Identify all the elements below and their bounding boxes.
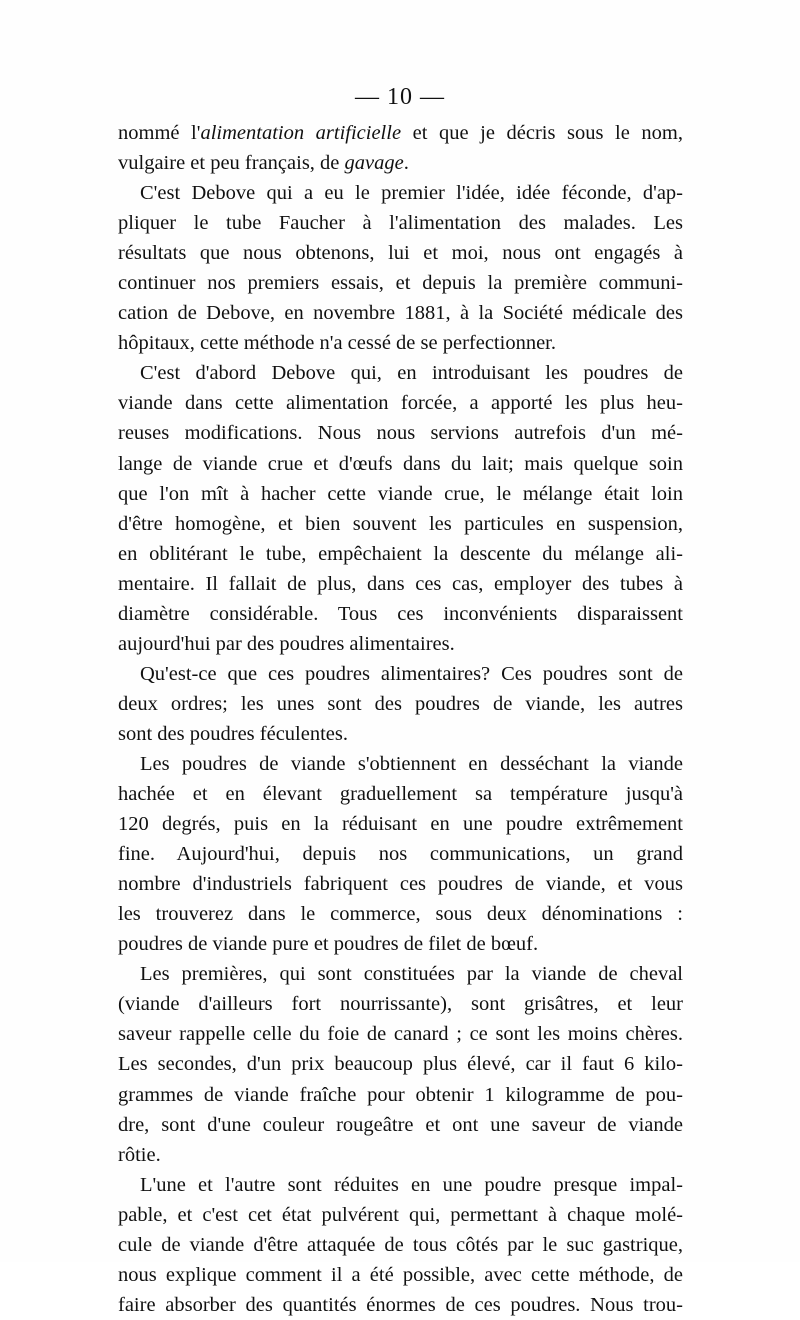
paragraph-first-line: C'est Debove qui a eu le premier l'idée, idée féconde, d'ap- — [140, 182, 683, 205]
paragraph-first-line: Les premières, qui sont constituées par la viande de cheval — [140, 963, 683, 986]
text-line: mentaire. Il fallait de plus, dans ces cas, employer des tubes à — [118, 572, 683, 595]
text-line: Les secondes, d'un prix beaucoup plus élevé, car il faut 6 kilo- — [118, 1053, 683, 1076]
text-line: les trouverez dans le commerce, sous deux dénominations : — [118, 903, 683, 926]
text-line: sont des poudres féculentes. — [118, 722, 348, 745]
paragraph-first-line: Les poudres de viande s'obtiennent en desséchant la viande — [140, 752, 683, 775]
text-line: 120 degrés, puis en la réduisant en une poudre extrêmement — [118, 813, 683, 836]
text-line: pliquer le tube Faucher à l'alimentation des malades. Les — [118, 212, 683, 235]
page-number: — 10 — — [355, 84, 445, 110]
body-text — [118, 118, 683, 1320]
text-line: saveur rappelle celle du foie de canard ; ce sont les moins chères. — [118, 1023, 683, 1046]
text-line: nombre d'industriels fabriquent ces poudres de viande, et vous — [118, 873, 683, 896]
text-line: grammes de viande fraîche pour obtenir 1 kilogramme de pou- — [118, 1083, 683, 1106]
text-line: viande dans cette alimentation forcée, a apporté les plus heu- — [118, 392, 683, 415]
text-line: poudres de viande pure et poudres de filet de bœuf. — [118, 933, 539, 956]
paragraph-first-line: C'est d'abord Debove qui, en introduisant les poudres de — [140, 362, 683, 385]
text-line: résultats que nous obtenons, lui et moi, nous ont engagés à — [118, 242, 683, 265]
text-line: faire absorber des quantités énormes de ces poudres. Nous trou- — [118, 1293, 683, 1316]
text-line: d'être homogène, et bien souvent les particules en suspension, — [118, 512, 683, 535]
text-line: deux ordres; les unes sont des poudres de viande, les autres — [118, 692, 683, 715]
text-line: aujourd'hui par des poudres alimentaires. — [118, 632, 455, 655]
text-line: vulgaire et peu français, de gavage. — [118, 152, 409, 175]
text-line: nommé l'alimentation artificielle et que je décris sous le nom, — [118, 122, 683, 144]
text-line: cule de viande d'être attaquée de tous côtés par le suc gastrique, — [118, 1233, 683, 1256]
text-line: diamètre considérable. Tous ces inconvénients disparaissent — [118, 602, 683, 625]
paragraph-first-line: Qu'est-ce que ces poudres alimentaires? Ces poudres sont de — [140, 662, 683, 685]
text-line: continuer nos premiers essais, et depuis la première communi- — [118, 272, 683, 295]
text-line: que l'on mît à hacher cette viande crue, le mélange était loin — [118, 482, 683, 505]
text-line: lange de viande crue et d'œufs dans du lait; mais quelque soin — [118, 452, 683, 475]
text-line: rôtie. — [118, 1143, 161, 1166]
italic-term: alimentation artificielle — [200, 122, 402, 144]
text-line: pable, et c'est cet état pulvérent qui, permettant à chaque molé- — [118, 1203, 683, 1226]
italic-term: gavage — [344, 152, 404, 175]
text-line: hachée et en élevant graduellement sa température jusqu'à — [118, 783, 683, 806]
text-line: nous explique comment il a été possible, avec cette méthode, de — [118, 1263, 683, 1286]
text-line: cation de Debove, en novembre 1881, à la Société médicale des — [118, 302, 683, 325]
text-line: hôpitaux, cette méthode n'a cessé de se perfectionner. — [118, 332, 556, 355]
text-line: en oblitérant le tube, empêchaient la descente du mélange ali- — [118, 542, 683, 565]
text-line: fine. Aujourd'hui, depuis nos communications, un grand — [118, 843, 683, 866]
text-line: dre, sont d'une couleur rougeâtre et ont une saveur de viande — [118, 1113, 683, 1136]
text-line: reuses modifications. Nous nous servions autrefois d'un mé- — [118, 422, 683, 445]
text-line: (viande d'ailleurs fort nourrissante), sont grisâtres, et leur — [118, 993, 683, 1016]
paragraph-first-line: L'une et l'autre sont réduites en une poudre presque impal- — [140, 1173, 683, 1196]
